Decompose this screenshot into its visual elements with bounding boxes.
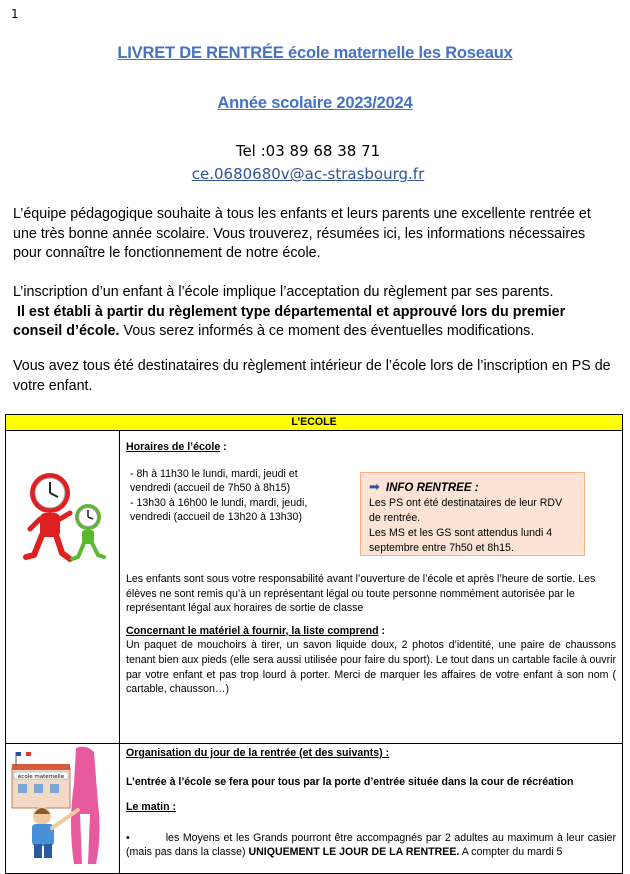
intro-paragraph-3: Vous avez tous été destinataires du règlement intérieur de l’école lors de l’inscription en PS de votre enfant. xyxy=(13,358,611,394)
info-line-1: Les PS ont été destinataires de leur RDV de rentrée. xyxy=(369,497,563,524)
horaires-line-1: - 8h à 11h30 le lundi, mardi, jeudi et vendredi (accueil de 7h50 à 8h15) xyxy=(130,467,298,495)
horaires-line-2: - 13h30 à 16h00 le lundi, mardi, jeudi, vendredi (accueil de 13h20 à 13h30) xyxy=(130,496,308,524)
school-sign: école maternelle xyxy=(17,774,65,780)
materiel-title-suffix: : xyxy=(378,624,386,637)
intro-paragraph-2 xyxy=(13,283,613,342)
intro-paragraph-1: L’équipe pédagogique souhaite à tous les enfants et leurs parents une excellente rentrée et une très bonne année scolaire. Vous trouverez, résumées ici, les informations nécessaires pour connaître le fonctionnement de notre école. xyxy=(13,206,591,261)
horaires-title: Horaires de l’école xyxy=(126,441,221,453)
intro-p2-bold: Il est établi à partir du règlement type départemental et approuvé lors du premier conseil d’école. xyxy=(13,303,566,339)
materiel-title: Concernant le matériel à fournir, la liste comprend xyxy=(126,624,379,637)
info-title: INFO RENTREE : xyxy=(385,482,479,494)
info-line-2: Les MS et les GS sont attendus lundi 4 septembre entre 7h50 et 8h15. xyxy=(369,527,553,554)
school-illustration-cell xyxy=(6,744,120,874)
info-rentree-box xyxy=(360,472,585,556)
school-parent-child-icon xyxy=(6,744,118,869)
section-header: L’ECOLE xyxy=(6,415,623,431)
bullet-text-bold: UNIQUEMENT LE JOUR DE LA RENTREE. xyxy=(248,846,460,859)
phone-number: Tel :03 89 68 38 71 xyxy=(235,142,381,160)
materiel-text: Un paquet de mouchoirs à tirer, un savon liquide doux, 2 photos d’identité, une paire de chaussons tenant bien aux pieds (elle sera aussi utilisée pour faire du sport). Le tout dans un cartable facile à ouvrir par votre enfant et pas trop lourd à porter. Merci de marquer les affaires de votre enfant à son nom ( cartable, chausson…) xyxy=(126,639,616,696)
organisation-title: Organisation du jour de la rentrée (et des suivants) : xyxy=(126,747,390,759)
arrow-right-icon: ➡ xyxy=(369,479,380,494)
document-title: LIVRET DE RENTRÉE école maternelle les Roseaux xyxy=(117,44,513,62)
intro-p2-text-end: Vous serez informés à ce moment des éventuelles modifications. xyxy=(119,323,535,339)
clock-illustration-cell xyxy=(6,431,120,744)
responsabilite-text: Les enfants sont sous votre responsabilité avant l’ouverture de l’école et après l’heure de sortie. Les élèves ne sont remis qu’à un représentant légal ou toute personne nommément autorisée par le représentant légal aux horaires de sortie de classe xyxy=(126,572,596,615)
entree-text: L’entrée à l’école se fera pour tous par la porte d’entrée située dans la cour de récréation xyxy=(126,775,574,788)
email-link[interactable]: ce.0680680v@ac-strasbourg.fr xyxy=(191,165,425,183)
bullet-item: • les Moyens et les Grands pourront être accompagnés par 2 adultes au maximum à leur casier (mais pas dans la classe) UNIQUEMENT LE JOUR DE LA RENTREE. A compter du mardi 5 xyxy=(126,831,616,859)
horaires-title-suffix: : xyxy=(220,441,227,453)
running-clocks-icon xyxy=(6,431,118,571)
intro-p2-text: L’inscription d’un enfant à l’école implique l’acceptation du règlement par ses parents. xyxy=(13,284,554,300)
school-year-title: Année scolaire 2023/2024 xyxy=(217,94,413,112)
bullet-text: les Moyens et les Grands pourront être accompagnés par 2 adultes au maximum à leur casier (mais pas dans la classe) xyxy=(126,831,616,859)
bullet-text-end: A compter du mardi 5 xyxy=(459,846,563,859)
matin-title: Le matin : xyxy=(126,801,177,814)
page-number: 1 xyxy=(11,7,19,21)
rentree-organisation-cell xyxy=(120,744,623,874)
